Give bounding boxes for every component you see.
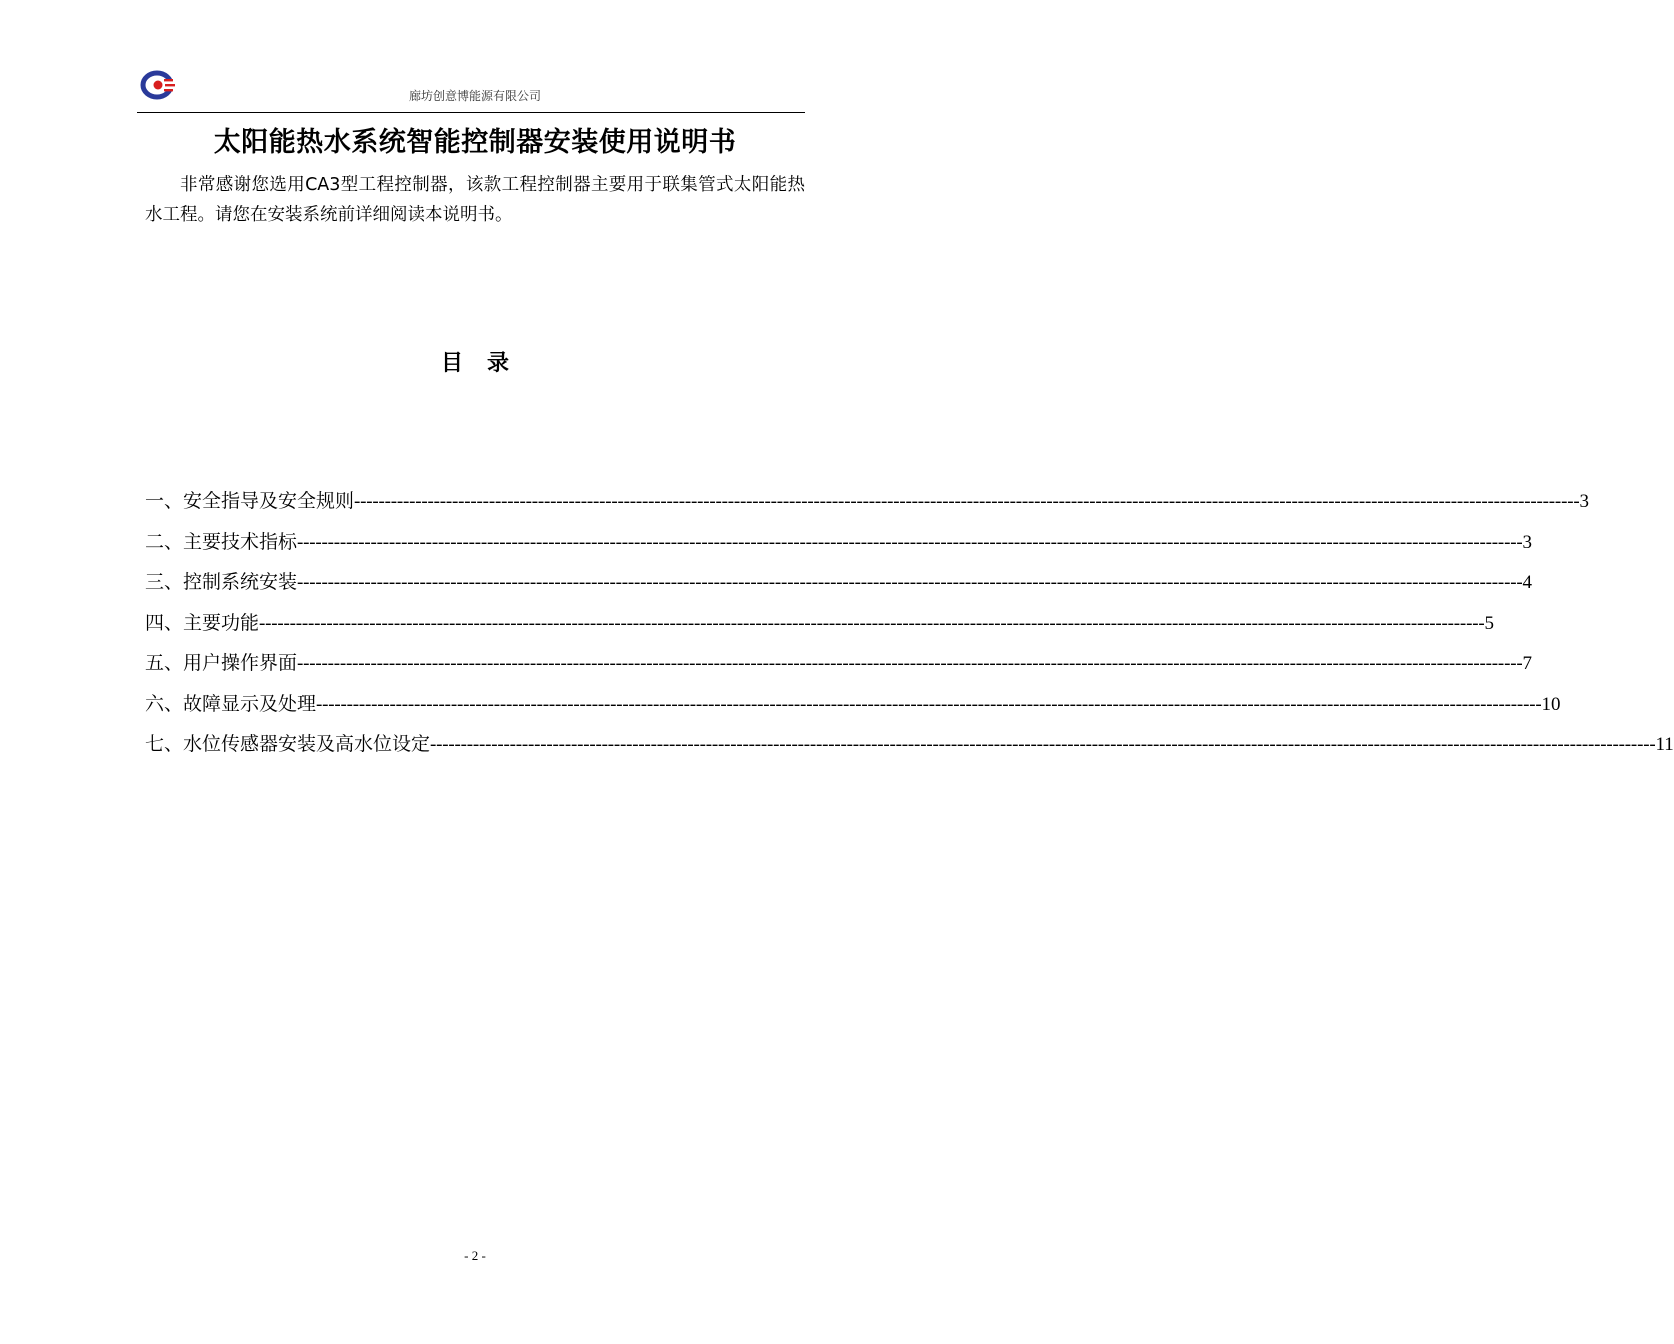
toc-item-label: 五、用户操作界面	[145, 652, 298, 674]
toc-leader-dashes: --------------------------------------------------------------------------------------------------------------------------------------------------------------------------------------------------------	[297, 531, 1523, 553]
toc-heading: 目录	[440, 351, 533, 376]
toc-leader-dashes: --------------------------------------------------------------------------------------------------------------------------------------------------------------------------------------------------------	[297, 572, 1523, 593]
toc-item-page: 5	[1484, 612, 1494, 634]
toc-item[interactable]	[145, 608, 1494, 649]
toc-item-label: 二、主要技术指标	[145, 530, 298, 553]
toc-item-label: 六、故障显示及处理	[145, 692, 317, 715]
toc-item-label: 三、控制系统安装	[145, 571, 298, 593]
toc-item[interactable]	[145, 648, 1532, 689]
document-title: 太阳能热水系统智能控制器安装使用说明书	[213, 127, 737, 158]
page-number: - 2 -	[464, 1248, 486, 1263]
toc-item[interactable]	[145, 729, 1674, 770]
company-name: 廊坊创意博能源有限公司	[408, 89, 541, 103]
toc-item-page: 10	[1541, 693, 1561, 715]
toc-leader-dashes: --------------------------------------------------------------------------------------------------------------------------------------------------------------------------------------------------------	[297, 653, 1523, 674]
toc-item[interactable]	[145, 486, 1589, 527]
intro-paragraph: 非常感谢您选用CA3型工程控制器，该款工程控制器主要用于联集管式太阳能热水工程。请您在安装系统前详细阅读本说明书。	[145, 175, 805, 225]
toc-item-label: 四、主要功能	[145, 611, 260, 634]
toc-leader-dashes: --------------------------------------------------------------------------------------------------------------------------------------------------------------------------------------------------------	[316, 693, 1542, 715]
toc-item-label: 七、水位传感器安装及高水位设定	[145, 733, 431, 755]
toc-item-page: 4	[1522, 572, 1532, 593]
toc-item-page: 7	[1522, 653, 1532, 674]
table-of-contents	[145, 486, 1674, 770]
toc-item-page: 11	[1655, 734, 1674, 755]
toc-leader-dashes: --------------------------------------------------------------------------------------------------------------------------------------------------------------------------------------------------------	[430, 734, 1656, 755]
toc-item[interactable]	[145, 527, 1532, 568]
toc-item-page: 3	[1579, 491, 1589, 512]
toc-item-page: 3	[1522, 531, 1532, 553]
toc-item[interactable]	[145, 567, 1532, 608]
toc-item-label: 一、安全指导及安全规则	[145, 490, 355, 512]
toc-item[interactable]	[145, 689, 1561, 730]
toc-leader-dashes: --------------------------------------------------------------------------------------------------------------------------------------------------------------------------------------------------------	[354, 491, 1580, 512]
header-divider	[137, 112, 805, 113]
toc-leader-dashes: --------------------------------------------------------------------------------------------------------------------------------------------------------------------------------------------------------	[259, 612, 1485, 634]
